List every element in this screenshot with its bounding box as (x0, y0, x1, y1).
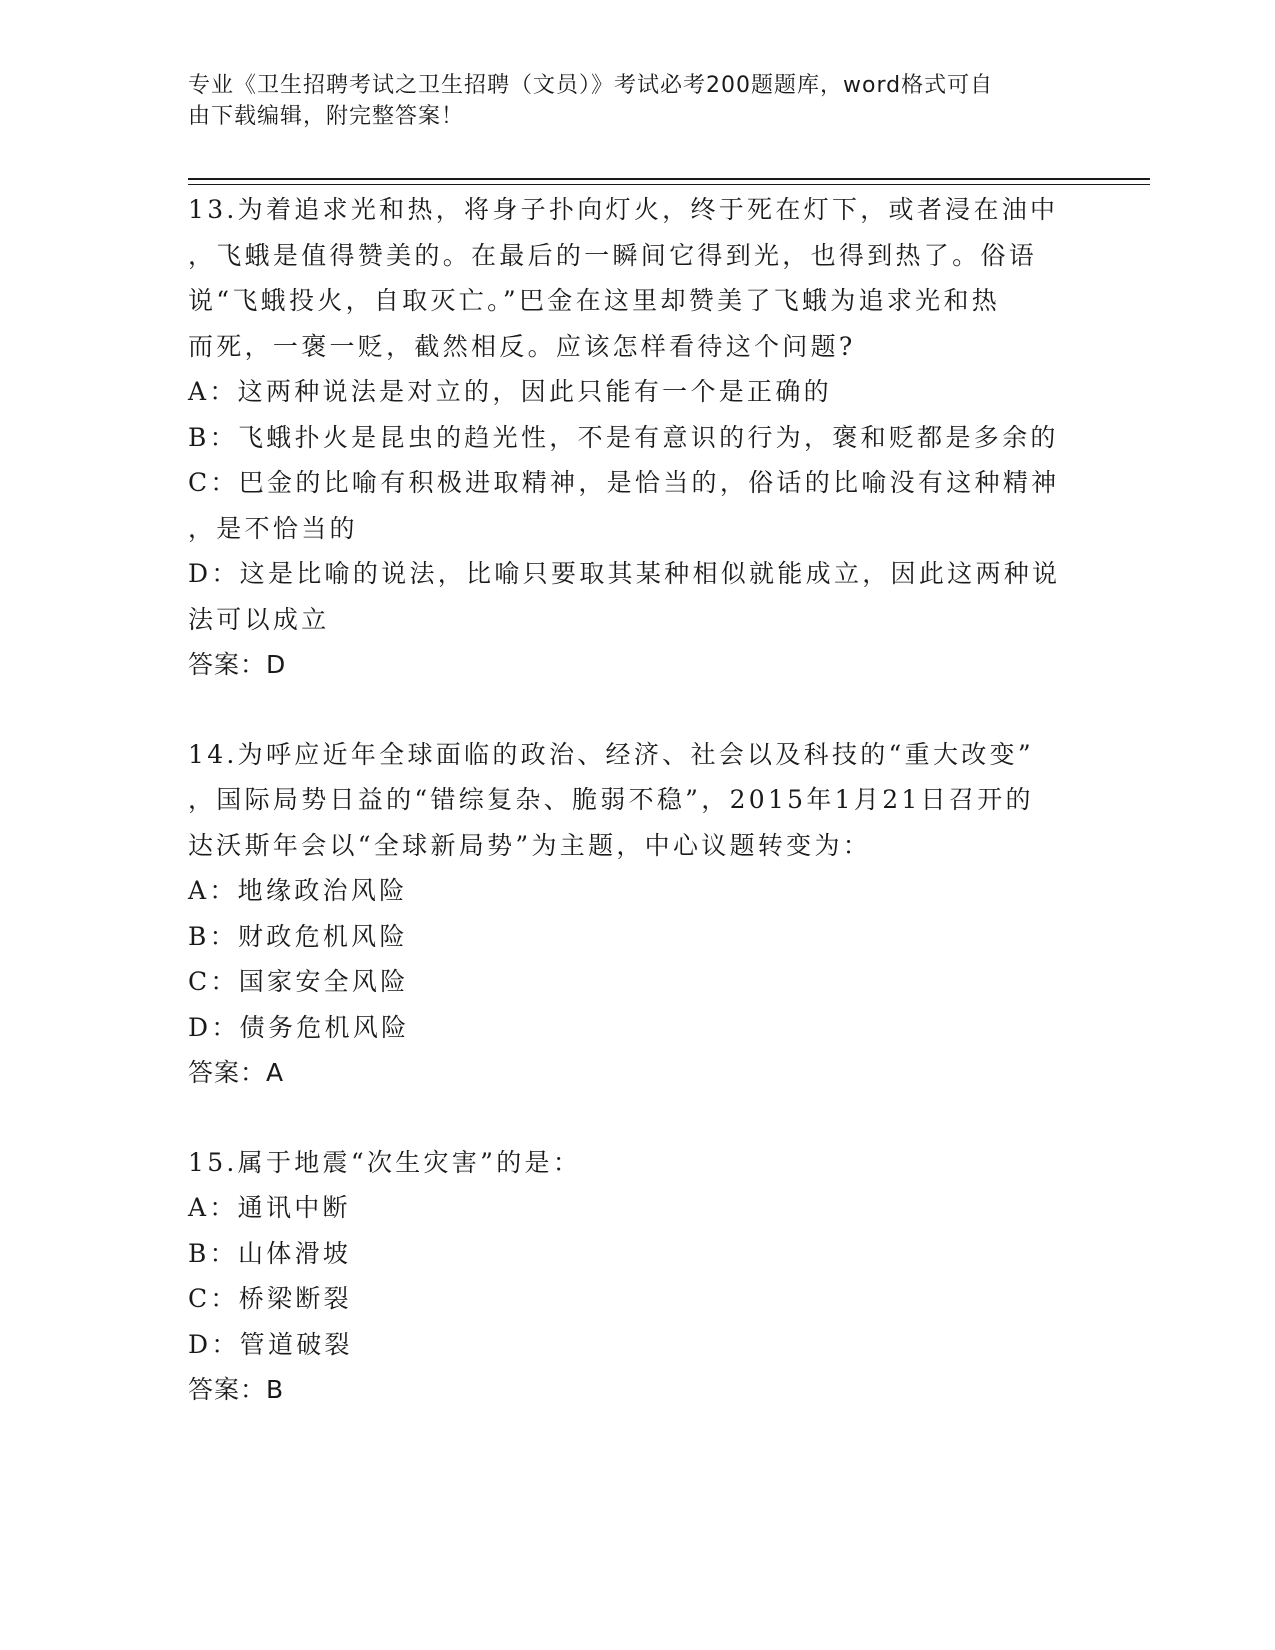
option-b: B：财政危机风险 (188, 921, 408, 951)
question-list (188, 187, 1088, 1413)
option-d: D：管道破裂 (188, 1329, 353, 1359)
option-a: A：通讯中断 (188, 1193, 351, 1222)
option-a: A：地缘政治风险 (188, 876, 408, 905)
spacer (188, 1096, 1088, 1140)
document-header (188, 70, 1078, 132)
option-c: C：巴金的比喻有积极进取精神，是恰当的，俗话的比喻没有这种精神 (188, 468, 1060, 497)
option-c-continued: ，是不恰当的 (188, 513, 358, 543)
question-text-line: 13.为着追求光和热，将身子扑向灯火，终于死在灯下，或者浸在油中 (188, 195, 1059, 224)
question-14 (188, 732, 1088, 1096)
question-text-line: ，飞蛾是值得赞美的。在最后的一瞬间它得到光，也得到热了。俗语 (188, 240, 1038, 270)
option-a: A：这两种说法是对立的，因此只能有一个是正确的 (188, 377, 832, 406)
answer-15: 答案：B (188, 1375, 285, 1404)
option-b: B：飞蛾扑火是昆虫的趋光性，不是有意识的行为，褒和贬都是多余的 (188, 422, 1059, 452)
question-13 (188, 187, 1088, 688)
option-d-continued: 法可以成立 (188, 604, 330, 634)
option-d: D：债务危机风险 (188, 1012, 410, 1042)
answer-13: 答案：D (188, 650, 287, 679)
question-text-line: ，国际局势日益的“错综复杂、脆弱不稳”，2015年1月21日召开的 (188, 785, 1034, 814)
option-d: D：这是比喻的说法，比喻只要取其某种相似就能成立，因此这两种说 (188, 559, 1061, 588)
header-line-1: 专业《卫生招聘考试之卫生招聘（文员）》考试必考200题题库，word格式可自 (188, 73, 994, 98)
question-text-line: 达沃斯年会以“全球新局势”为主题，中心议题转变为： (188, 830, 872, 860)
header-divider-thick (188, 178, 1150, 180)
question-text-line: 14.为呼应近年全球面临的政治、经济、社会以及科技的“重大改变” (188, 739, 1034, 769)
question-text-line: 而死，一褒一贬，截然相反。应该怎样看待这个问题? (188, 331, 856, 361)
option-c: C：国家安全风险 (188, 967, 409, 996)
question-text-line: 说“飞蛾投火，自取灭亡。”巴金在这里却赞美了飞蛾为追求光和热 (188, 286, 1001, 315)
question-text-line: 15.属于地震“次生灾害”的是： (188, 1147, 582, 1177)
header-divider-thin (188, 184, 1150, 185)
question-15 (188, 1140, 1088, 1413)
header-line-2: 由下载编辑，附完整答案！ (188, 104, 465, 129)
spacer (188, 688, 1088, 732)
option-c: C：桥梁断裂 (188, 1284, 352, 1313)
option-b: B：山体滑坡 (188, 1238, 352, 1268)
answer-14: 答案：A (188, 1058, 285, 1087)
